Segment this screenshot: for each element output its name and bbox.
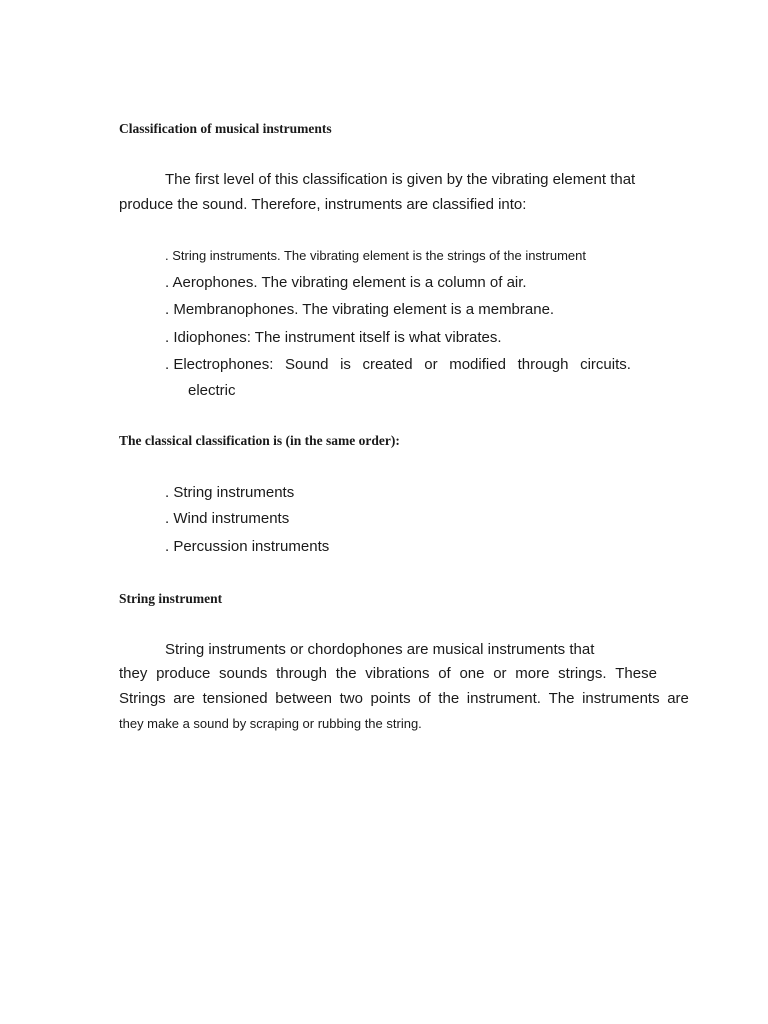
list-item-membranophones: . Membranophones. The vibrating element is a membrane. [165, 301, 555, 318]
classical-item-wind: . Wind instruments [165, 510, 290, 527]
word: circuits. [580, 356, 631, 373]
word: they [119, 665, 148, 682]
word: Strings [119, 690, 166, 707]
word: These [615, 665, 657, 682]
word: instruments [582, 690, 660, 707]
list-item-aerophones: . Aerophones. The vibrating element is a column of air. [165, 274, 527, 291]
heading-classical-classification: The classical classification is (in the same order): [119, 433, 400, 448]
intro-line-1: The first level of this classification is given by the vibrating element that [165, 171, 636, 188]
list-item-electrophones [165, 356, 631, 373]
word: . Electrophones: [165, 356, 274, 373]
word: two [339, 690, 363, 707]
list-item-electrophones-cont: electric [188, 382, 236, 399]
word: the [335, 665, 357, 682]
intro-line-2: produce the sound. Therefore, instruments are classified into: [119, 196, 527, 213]
para-line-2 [119, 665, 657, 682]
list-item-idiophones: . Idiophones: The instrument itself is what vibrates. [165, 329, 502, 346]
word: the [438, 690, 460, 707]
word: is [340, 356, 351, 373]
word: are [173, 690, 195, 707]
word: of [438, 665, 451, 682]
word: between [275, 690, 332, 707]
word: are [667, 690, 689, 707]
word: modified [449, 356, 506, 373]
list-item-string: . String instruments. The vibrating element is the strings of the instrument [165, 248, 587, 263]
word: produce [156, 665, 211, 682]
word: points [370, 690, 411, 707]
heading-string-instrument: String instrument [119, 591, 223, 606]
word: through [276, 665, 327, 682]
word: The [548, 690, 575, 707]
word: or [493, 665, 507, 682]
word: instrument. [466, 690, 541, 707]
para-line-3 [119, 690, 689, 707]
word: vibrations [365, 665, 430, 682]
para-line-1: String instruments or chordophones are musical instruments that [165, 641, 595, 658]
word: one [459, 665, 485, 682]
word: created [362, 356, 413, 373]
para-line-4: they make a sound by scraping or rubbing the string. [119, 716, 422, 731]
word: strings. [558, 665, 607, 682]
word: tensioned [202, 690, 268, 707]
heading-classification: Classification of musical instruments [119, 121, 332, 136]
word: Sound [285, 356, 329, 373]
word: of [418, 690, 431, 707]
word: through [517, 356, 569, 373]
word: or [424, 356, 438, 373]
classical-item-percussion: . Percussion instruments [165, 538, 330, 555]
word: sounds [219, 665, 268, 682]
word: more [515, 665, 550, 682]
classical-item-string: . String instruments [165, 484, 295, 501]
